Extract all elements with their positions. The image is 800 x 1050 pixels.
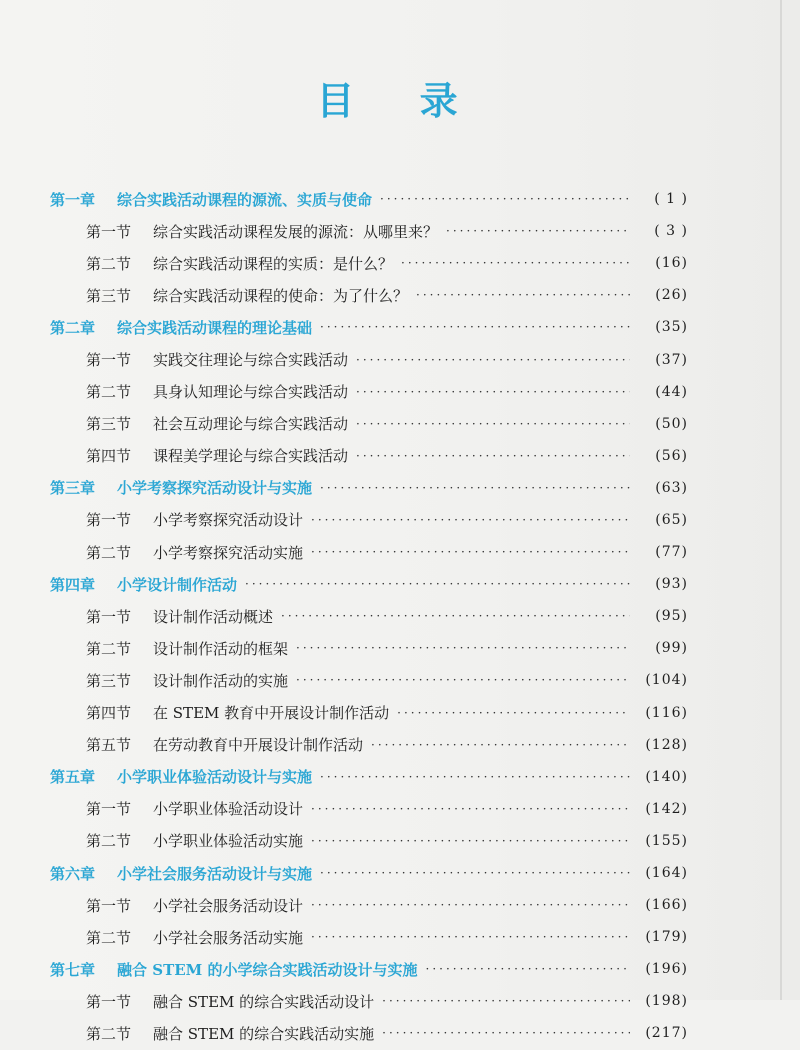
page-number: (16): [655, 255, 688, 272]
page-number: (99): [655, 640, 688, 657]
entry-label: [86, 830, 303, 851]
section-title: 在劳动教育中开展设计制作活动: [153, 736, 364, 755]
entry-label: [86, 509, 303, 530]
toc-chapter-entry: [0, 953, 800, 985]
toc-section-entry: [0, 504, 800, 536]
page-number: (140): [645, 768, 688, 785]
chapter-number: 第七章: [50, 960, 96, 979]
dot-leader: [401, 256, 630, 270]
dot-leader: [320, 866, 630, 880]
dot-leader: [371, 738, 630, 752]
toc-section-entry: [0, 215, 800, 247]
section-number: 第二节: [86, 639, 132, 658]
dot-leader: [281, 609, 630, 623]
entry-label: [86, 542, 303, 563]
chapter-title: 综合实践活动课程的源流、实质与使命: [117, 190, 373, 209]
entry-label: [86, 895, 303, 916]
chapter-number: 第二章: [50, 318, 96, 337]
toc-section-entry: [0, 793, 800, 825]
dot-leader: [320, 770, 630, 784]
section-title: 综合实践活动课程的实质：是什么？: [153, 254, 394, 273]
entry-label: [86, 606, 273, 627]
section-title: 设计制作活动的实施: [153, 671, 289, 690]
section-number: 第二节: [86, 928, 132, 947]
dot-leader: [356, 385, 630, 399]
toc-section-entry: [0, 536, 800, 568]
entry-label: [86, 638, 288, 659]
entry-label: [86, 1023, 374, 1044]
toc-section-entry: [0, 632, 800, 664]
entry-label: [50, 959, 418, 980]
dot-leader: [320, 481, 630, 495]
page-number: (50): [655, 415, 688, 432]
section-number: 第一节: [86, 896, 132, 915]
toc-section-entry: [0, 408, 800, 440]
section-title: 具身认知理论与综合实践活动: [153, 383, 349, 402]
toc-section-entry: [0, 889, 800, 921]
section-number: 第三节: [86, 286, 132, 305]
entry-label: [86, 445, 348, 466]
toc-chapter-entry: [0, 568, 800, 600]
entry-label: [50, 863, 312, 884]
chapter-title: 综合实践活动课程的理论基础: [117, 318, 313, 337]
entry-label: [86, 253, 393, 274]
dot-leader: [245, 577, 630, 591]
page-number: (44): [655, 383, 688, 400]
dot-leader: [446, 224, 630, 238]
page-number: (179): [645, 929, 688, 946]
page-number: (196): [645, 961, 688, 978]
entry-label: [86, 285, 408, 306]
toc-chapter-entry: [0, 183, 800, 215]
page-title: 目 录: [316, 79, 484, 123]
dot-leader: [296, 673, 630, 687]
entry-label: [50, 477, 312, 498]
section-title: 小学职业体验活动实施: [153, 832, 304, 851]
chapter-number: 第五章: [50, 768, 96, 787]
page-number: (198): [645, 993, 688, 1010]
section-title: 实践交往理论与综合实践活动: [153, 351, 349, 370]
section-number: 第五节: [86, 736, 132, 755]
chapter-number: 第六章: [50, 864, 96, 883]
dot-leader: [311, 898, 630, 912]
entry-label: [86, 991, 374, 1012]
entry-label: [86, 381, 348, 402]
dot-leader: [356, 353, 630, 367]
page-number: (142): [645, 800, 688, 817]
section-title: 综合实践活动课程发展的源流：从哪里来？: [153, 222, 439, 241]
section-number: 第三节: [86, 415, 132, 434]
entry-label: [86, 798, 303, 819]
toc-chapter-entry: [0, 761, 800, 793]
dot-leader: [416, 288, 630, 302]
section-number: 第一节: [86, 351, 132, 370]
entry-label: [50, 574, 237, 595]
dot-leader: [382, 1026, 630, 1040]
entry-label: [86, 927, 303, 948]
toc-section-entry: [0, 921, 800, 953]
toc-section-entry: [0, 279, 800, 311]
toc-section-entry: [0, 343, 800, 375]
section-title: 小学职业体验活动设计: [153, 800, 304, 819]
section-number: 第二节: [86, 543, 132, 562]
section-title: 设计制作活动的框架: [153, 639, 289, 658]
toc-chapter-entry: [0, 311, 800, 343]
chapter-title: 小学职业体验活动设计与实施: [117, 768, 313, 787]
page-number: ( 1 ): [654, 191, 688, 208]
section-title: 小学考察探究活动设计: [153, 511, 304, 530]
section-number: 第二节: [86, 254, 132, 273]
dot-leader: [311, 545, 630, 559]
entry-label: [86, 413, 348, 434]
page-number: (26): [655, 287, 688, 304]
section-number: 第一节: [86, 511, 132, 530]
section-title: 课程美学理论与综合实践活动: [153, 447, 349, 466]
dot-leader: [356, 417, 630, 431]
section-title: 小学社会服务活动设计: [153, 896, 304, 915]
page-number: (93): [655, 576, 688, 593]
page-number: (56): [655, 447, 688, 464]
toc-section-entry: [0, 729, 800, 761]
page-number: (35): [655, 319, 688, 336]
section-title: 综合实践活动课程的使命：为了什么？: [153, 286, 409, 305]
chapter-number: 第三章: [50, 479, 96, 498]
section-number: 第一节: [86, 800, 132, 819]
section-number: 第一节: [86, 222, 132, 241]
toc-section-entry: [0, 600, 800, 632]
section-title: 小学考察探究活动实施: [153, 543, 304, 562]
page-number: (164): [645, 865, 688, 882]
table-of-contents: [0, 183, 800, 1050]
dot-leader: [296, 641, 630, 655]
section-number: 第二节: [86, 832, 132, 851]
page-number: (217): [645, 1025, 688, 1042]
chapter-title: 小学考察探究活动设计与实施: [117, 479, 313, 498]
page-number: ( 3 ): [654, 223, 688, 240]
toc-section-entry: [0, 664, 800, 696]
dot-leader: [380, 192, 630, 206]
section-title: 设计制作活动概述: [153, 607, 274, 626]
page-number: (77): [655, 544, 688, 561]
dot-leader: [311, 802, 630, 816]
section-number: 第一节: [86, 992, 132, 1011]
chapter-number: 第一章: [50, 190, 96, 209]
section-number: 第三节: [86, 671, 132, 690]
page-number: (37): [655, 351, 688, 368]
section-number: 第二节: [86, 383, 132, 402]
dot-leader: [397, 706, 630, 720]
entry-label: [50, 317, 312, 338]
toc-section-entry: [0, 697, 800, 729]
toc-section-entry: [0, 825, 800, 857]
section-title: 融合 STEM 的综合实践活动实施: [153, 1024, 375, 1043]
dot-leader: [426, 962, 631, 976]
section-title: 在 STEM 教育中开展设计制作活动: [153, 704, 390, 723]
dot-leader: [311, 930, 630, 944]
toc-section-entry: [0, 440, 800, 472]
chapter-title: 融合 STEM 的小学综合实践活动设计与实施: [117, 960, 418, 979]
toc-section-entry: [0, 985, 800, 1017]
page-number: (155): [645, 832, 688, 849]
dot-leader: [356, 449, 630, 463]
page-number: (63): [655, 479, 688, 496]
toc-chapter-entry: [0, 857, 800, 889]
dot-leader: [311, 834, 630, 848]
section-number: 第四节: [86, 704, 132, 723]
section-title: 小学社会服务活动实施: [153, 928, 304, 947]
page-number: (166): [645, 897, 688, 914]
entry-label: [86, 734, 363, 755]
entry-label: [86, 221, 438, 242]
entry-label: [86, 670, 288, 691]
page-number: (65): [655, 511, 688, 528]
entry-label: [50, 766, 312, 787]
section-number: 第二节: [86, 1024, 132, 1043]
entry-label: [50, 189, 372, 210]
section-number: 第四节: [86, 447, 132, 466]
page-number: (95): [655, 608, 688, 625]
page-number: (104): [645, 672, 688, 689]
section-number: 第一节: [86, 607, 132, 626]
page-number: (116): [645, 704, 688, 721]
section-title: 融合 STEM 的综合实践活动设计: [153, 992, 375, 1011]
chapter-number: 第四章: [50, 575, 96, 594]
chapter-title: 小学社会服务活动设计与实施: [117, 864, 313, 883]
chapter-title: 小学设计制作活动: [117, 575, 238, 594]
toc-section-entry: [0, 247, 800, 279]
dot-leader: [311, 513, 630, 527]
toc-chapter-entry: [0, 472, 800, 504]
page-number: (128): [645, 736, 688, 753]
toc-section-entry: [0, 376, 800, 408]
dot-leader: [382, 994, 630, 1008]
toc-section-entry: [0, 1017, 800, 1049]
entry-label: [86, 349, 348, 370]
section-title: 社会互动理论与综合实践活动: [153, 415, 349, 434]
dot-leader: [320, 320, 630, 334]
entry-label: [86, 702, 389, 723]
